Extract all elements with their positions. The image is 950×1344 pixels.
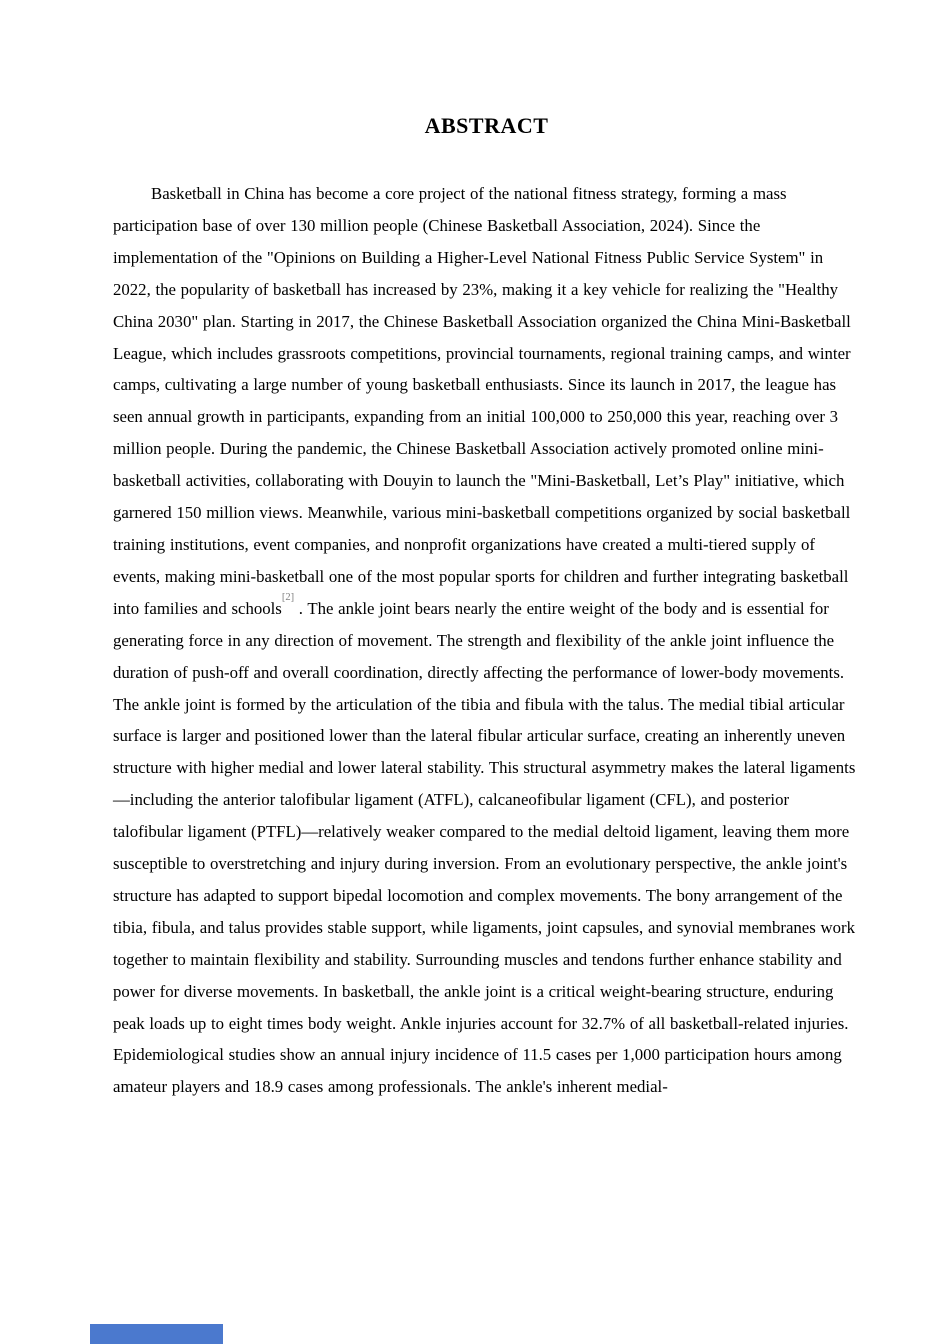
citation-reference-2[interactable]: [2] (281, 592, 295, 604)
abstract-paragraph (113, 178, 860, 1103)
abstract-text-before-citation: Basketball in China has become a core project of the national fitness strategy, forming a mass participation base of over 130 million people (Chinese Basketball Association, 2024). Since the implementation of the "Opinions on Building a Higher-Level National Fitness Public Service System" in 2022, the popularity of basketball has increased by 23%, making it a key vehicle for realizing the "Healthy China 2030" plan. Starting in 2017, the Chinese Basketball Association organized the China Mini-Basketball League, which includes grassroots competitions, provincial tournaments, regional training camps, and winter camps, cultivating a large number of young basketball enthusiasts. Since its launch in 2017, the league has seen annual growth in participants, expanding from an initial 100,000 to 250,000 this year, reaching over 3 million people. During the pandemic, the Chinese Basketball Association actively promoted online mini-basketball activities, collaborating with Douyin to launch the "Mini-Basketball, Let’s Play" initiative, which garnered 150 million views. Meanwhile, various mini-basketball competitions organized by social basketball training institutions, event companies, and nonprofit organizations have created a multi-tiered supply of events, making mini-basketball one of the most popular sports for children and further integrating basketball into families and schools (113, 184, 851, 618)
page-title: ABSTRACT (424, 113, 549, 138)
abstract-text-after-citation: . The ankle joint bears nearly the entire weight of the body and is essential for generating force in any direction of movement. The strength and flexibility of the ankle joint influence the duration of push-off and overall coordination, directly affecting the performance of lower-body movements. The ankle joint is formed by the articulation of the tibia and fibula with the talus. The medial tibial articular surface is larger and positioned lower than the lateral fibular articular surface, creating an inherently uneven structure with higher medial and lower lateral stability. This structural asymmetry makes the lateral ligaments—including the anterior talofibular ligament (ATFL), calcaneofibular ligament (CFL), and posterior talofibular ligament (PTFL)—relatively weaker compared to the medial deltoid ligament, leaving them more susceptible to overstretching and injury during inversion. From an evolutionary perspective, the ankle joint's structure has adapted to support bipedal locomotion and complex movements. The bony arrangement of the tibia, fibula, and talus provides stable support, while ligaments, joint capsules, and synovial membranes work together to maintain flexibility and stability. Surrounding muscles and tendons further enhance stability and power for diverse movements. In basketball, the ankle joint is a critical weight-bearing structure, enduring peak loads up to eight times body weight. Ankle injuries account for 32.7% of all basketball-related injuries. Epidemiological studies show an annual injury incidence of 11.5 cases per 1,000 participation hours among amateur players and 18.9 cases among professionals. The ankle's inherent medial- (113, 598, 856, 1097)
text-column (113, 0, 860, 1103)
footer-accent-bar (90, 1324, 223, 1344)
